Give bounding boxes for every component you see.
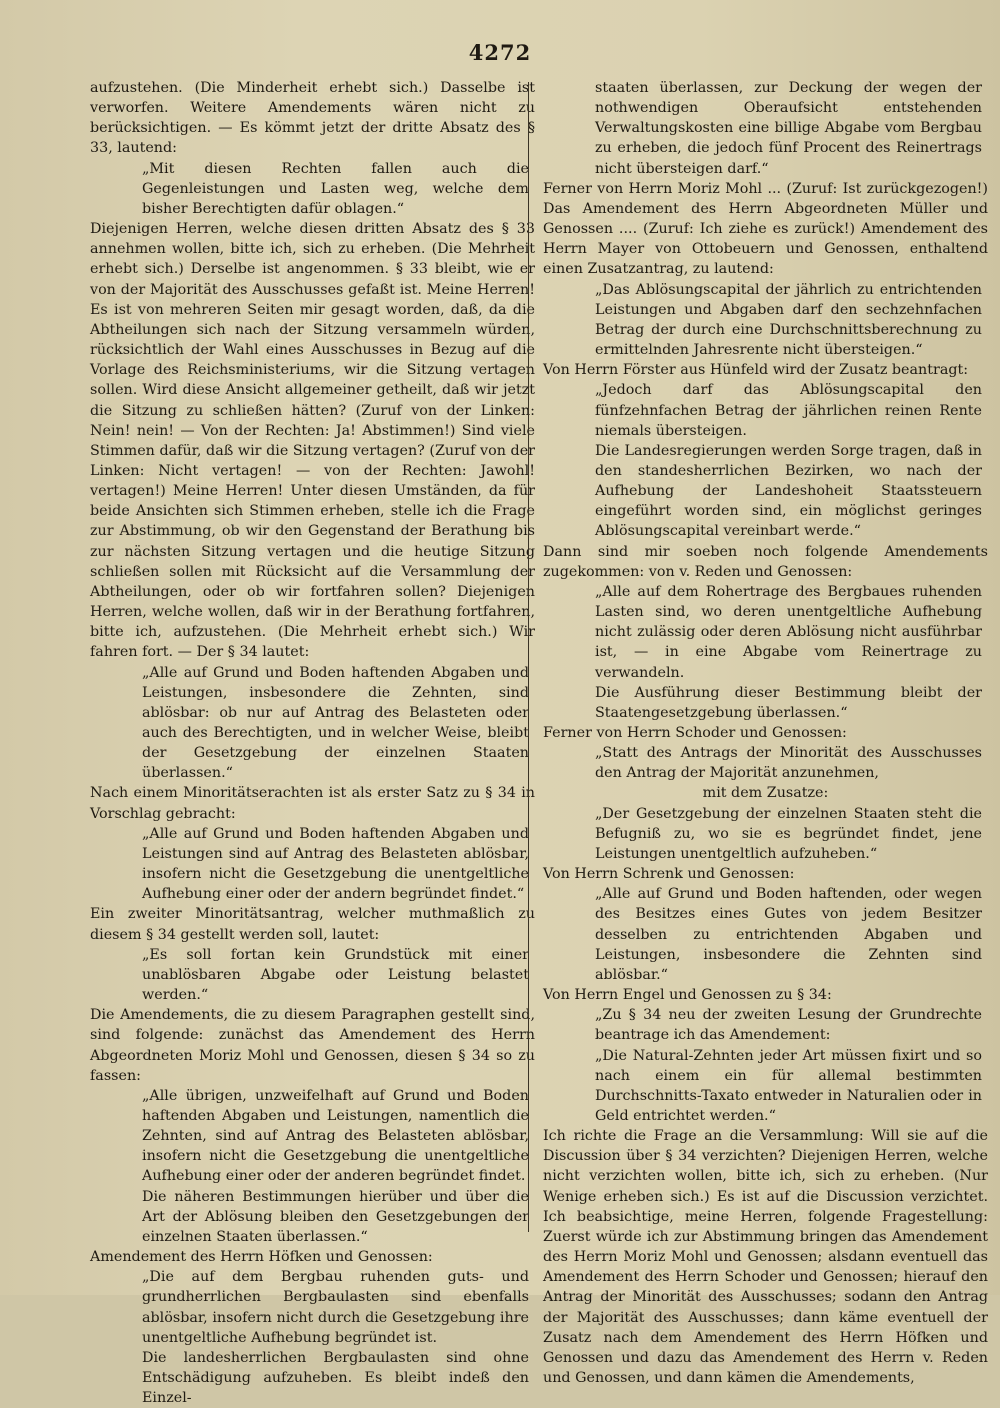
column-divider <box>528 82 529 1232</box>
paragraph: Nach einem Minoritätserachten ist als erster Satz zu § 34 in Vorschlag gebracht: <box>90 785 535 822</box>
right-column <box>543 78 988 1388</box>
left-column <box>90 78 535 1408</box>
paragraph: Die Amendements, die zu diesem Paragraphen gestellt sind, sind folgende: zunächst das Amendement des Herrn Abgeordneten Moriz Mohl und Genossen, diesen § 34 so zu fassen: <box>90 1007 535 1084</box>
quoted-amendment: „Die Natural-Zehnten jeder Art müssen fixirt und so nach einem ein für allemal bestimmten Durchschnitts-Taxato entweder in Naturalien oder in Geld entrichtet werden.“ <box>595 1047 982 1124</box>
paragraph: aufzustehen. (Die Minderheit erhebt sich.) Dasselbe ist verworfen. Weitere Amendements wären nicht zu berücksichtigen. — Es kömmt jetzt der dritte Absatz des § 33, lautend: <box>90 80 535 157</box>
quoted-amendment: „Statt des Antrags der Minorität des Ausschusses den Antrag der Majorität anzunehmen, <box>595 745 982 782</box>
quoted-amendment: „Alle auf Grund und Boden haftenden, oder wegen des Besitzes eines Gutes von jedem Besitzer desselben zu entrichtenden Abgaben und Leistungen, insbesondere die Zehnten sind ablösbar.“ <box>595 886 982 983</box>
quoted-amendment: „Alle auf Grund und Boden haftenden Abgaben und Leistungen, insbesondere die Zehnten, sind ablösbar: ob nur auf Antrag des Belasteten oder auch des Berechtigten, und in welcher Weise, bleibt der Gesetzgebung der einzelnen Staaten überlassen.“ <box>142 664 529 782</box>
paragraph: mit dem Zusatze: <box>702 785 829 802</box>
paragraph: Ein zweiter Minoritätsantrag, welcher muthmaßlich zu diesem § 34 gestellt werden soll, lautet: <box>90 906 535 943</box>
paragraph: Ich richte die Frage an die Versammlung: Will sie auf die Discussion über § 34 verzichten? Diejenigen Herren, welche nicht verzichten wollen, bitte ich, sich zu erheben. (Nur Wenige erheben sich.) Es ist auf die Discussion verzichtet. Ich beabsichtige, meine Herren, folgende Fragestellung: Zuerst würde ich zur Abstimmung bringen das Amendement des Herrn Moriz Mohl und Genossen; alsdann eventuell das Amendement des Herrn Schoder und Genossen; hierauf den Antrag der Minorität des Ausschusses; sodann den Antrag der Majorität des Ausschusses; dann käme eventuell der Zusatz nach dem Amendement des Herrn Höfken und Genossen und dazu das Amendement des Herrn v. Reden und Genossen, und dann kämen die Amendements, <box>543 1128 988 1386</box>
paragraph: Dann sind mir soeben noch folgende Amendements zugekommen: von v. Reden und Genossen: <box>543 543 988 580</box>
quoted-amendment: Die Ausführung dieser Bestimmung bleibt der Staatengesetzgebung überlassen.“ <box>595 684 982 721</box>
quoted-amendment: „Das Ablösungscapital der jährlich zu entrichtenden Leistungen und Abgaben darf den sechzehnfachen Betrag der durch eine Durchschnittsberechnung zu ermittelnden Jahresrente nicht übersteigen.“ <box>595 281 982 359</box>
quoted-amendment: „Jedoch darf das Ablösungscapital den fünfzehnfachen Betrag der jährlichen reinen Rente niemals übersteigen. <box>595 382 982 439</box>
quoted-amendment: Die landesherrlichen Bergbaulasten sind ohne Entschädigung aufzuheben. Es bleibt indeß den Einzel- <box>142 1349 529 1407</box>
quoted-amendment: „Alle übrigen, unzweifelhaft auf Grund und Boden haftenden Abgaben und Leistungen, namentlich die Zehnten, sind auf Antrag des Belasteten ablösbar, insofern nicht die Gesetzgebung die unentgeltliche Aufhebung einer oder der anderen begründet findet. <box>142 1087 529 1185</box>
quoted-amendment: „Alle auf Grund und Boden haftenden Abgaben und Leistungen sind auf Antrag des Belasteten ablösbar, insofern nicht die Gesetzgebung die unentgeltliche Aufhebung einer oder der andern begründet findet.“ <box>142 825 529 903</box>
quoted-amendment: „Alle auf dem Rohertrage des Bergbaues ruhenden Lasten sind, wo deren unentgeltliche Aufhebung nicht zulässig oder deren Ablösung nicht ausführbar ist, — in eine Abgabe vom Reinertrage zu verwandeln. <box>595 583 982 681</box>
page-number: 4272 <box>468 40 532 65</box>
paragraph: Diejenigen Herren, welche diesen dritten Absatz des § 33 annehmen wollen, bitte ich, sich zu erheben. (Die Mehrheit erhebt sich.) Derselbe ist angenommen. § 33 bleibt, wie er von der Majorität des Ausschusses gefaßt ist. Meine Herren! Es ist von mehreren Seiten mir gesagt worden, daß, da die Abtheilungen sich nach der Sitzung versammeln würden, rücksichtlich der Wahl eines Ausschusses in Bezug auf die Vorlage des Reichsministeriums, wir die Sitzung vertagen sollen. Wird diese Ansicht allgemeiner getheilt, daß wir jetzt die Sitzung zu schließen hätten? (Zuruf von der Linken: Nein! nein! — Von der Rechten: Ja! Abstimmen!) Sind viele Stimmen dafür, daß wir die Sitzung vertagen? (Zuruf von der Linken: Nicht vertagen! — von der Rechten: Jawohl! vertagen!) Meine Herren! Unter diesen Umständen, da für beide Ansichten sich Stimmen erheben, stelle ich die Frage zur Abstimmung, ob wir den Gegenstand der Berathung bis zur nächsten Sitzung vertagen und die heutige Sitzung schließen sollen mit Rücksicht auf die Versammlung der Abtheilungen, oder ob wir fortfahren sollen? Diejenigen Herren, welche wollen, daß wir in der Berathung fortfahren, bitte ich, aufzustehen. (Die Mehrheit erhebt sich.) Wir fahren fort. — Der § 34 lautet: <box>90 221 535 661</box>
paragraph: Von Herrn Schrenk und Genossen: <box>543 866 795 883</box>
quoted-amendment: „Die auf dem Bergbau ruhenden guts- und grundherrlichen Bergbaulasten sind ebenfalls ablösbar, insofern nicht durch die Gesetzgebung ihre unentgeltliche Aufhebung begründet ist. <box>142 1269 529 1346</box>
paragraph: Von Herrn Engel und Genossen zu § 34: <box>543 987 832 1004</box>
quoted-amendment: „Der Gesetzgebung der einzelnen Staaten steht die Befugniß zu, wo sie es begründet findet, jene Leistungen unentgeltlich aufzuheben.“ <box>595 805 982 862</box>
quoted-amendment: Die näheren Bestimmungen hierüber und über die Art der Ablösung bleiben den Gesetzgebungen der einzelnen Staaten überlassen.“ <box>142 1188 529 1245</box>
quoted-amendment: staaten überlassen, zur Deckung der wegen der nothwendigen Oberaufsicht entstehenden Verwaltungskosten eine billige Abgabe vom Bergbau zu erheben, die jedoch fünf Procent des Reinertrags nicht übersteigen darf.“ <box>595 80 982 177</box>
paragraph: Ferner von Herrn Schoder und Genossen: <box>543 725 847 741</box>
quoted-amendment: „Es soll fortan kein Grundstück mit einer unablösbaren Abgabe oder Leistung belastet werden.“ <box>142 946 529 1004</box>
quoted-amendment: „Zu § 34 neu der zweiten Lesung der Grundrechte beantrage ich das Amendement: <box>595 1007 982 1044</box>
paragraph: Ferner von Herrn Moriz Mohl ... (Zuruf: Ist zurückgezogen!) Das Amendement des Herrn Abgeordneten Müller und Genossen .... (Zuruf: Ich ziehe es zurück!) Amendement des Herrn Mayer von Ottobeuern und Genossen, enthaltend einen Zusatzantrag, zu lautend: <box>543 180 988 278</box>
quoted-amendment: Die Landesregierungen werden Sorge tragen, daß in den standesherrlichen Bezirken, wo nach der Aufhebung der Landeshoheit Staatssteuern eingeführt worden sind, ein möglichst geringes Ablösungscapital vereinbart werde.“ <box>595 442 982 540</box>
quoted-amendment: „Mit diesen Rechten fallen auch die Gegenleistungen und Lasten weg, welche dem bisher Berechtigten dafür oblagen.“ <box>142 160 529 217</box>
paragraph: Amendement des Herrn Höfken und Genossen: <box>90 1249 433 1266</box>
paragraph: Von Herrn Förster aus Hünfeld wird der Zusatz beantragt: <box>543 362 969 379</box>
